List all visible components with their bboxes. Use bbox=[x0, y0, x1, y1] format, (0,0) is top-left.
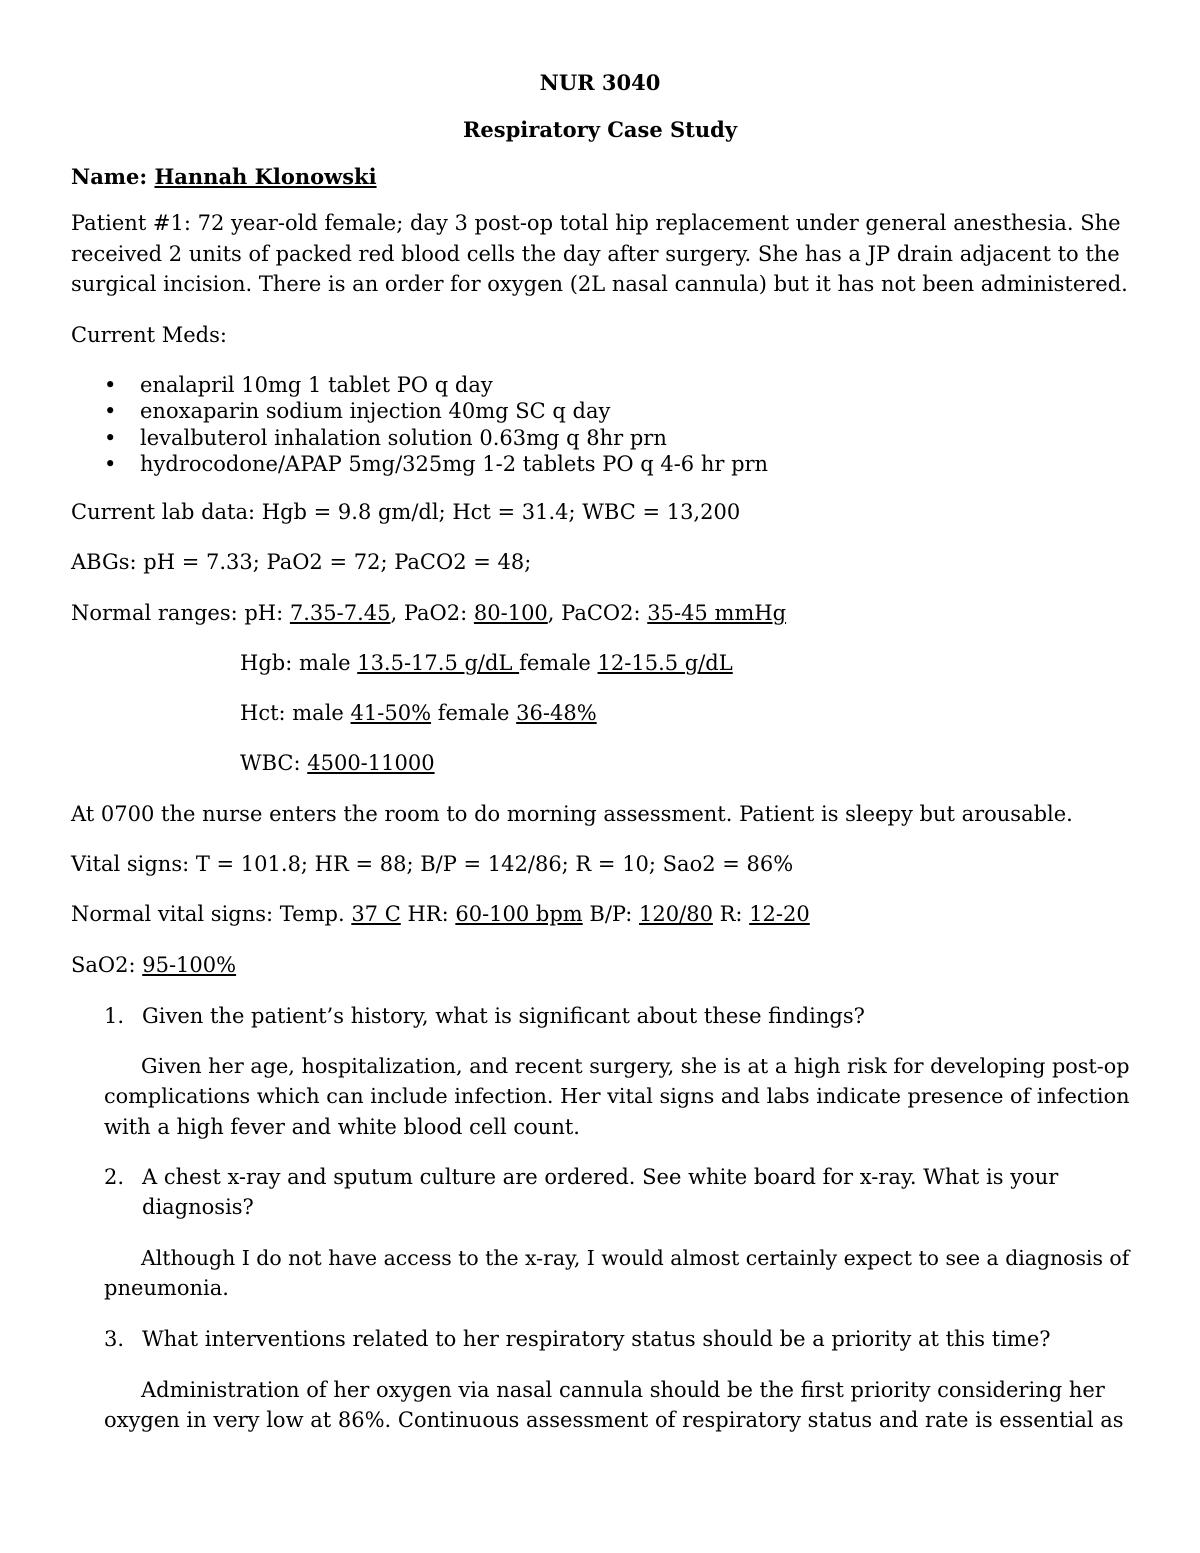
answer-3-line: Administration of her oxygen via nasal cannula should be the first priority considering her bbox=[141, 1378, 1105, 1402]
assessment-line: At 0700 the nurse enters the room to do morning assessment. Patient is sleepy but arousable. bbox=[71, 802, 1073, 826]
current-lab-data: Current lab data: Hgb = 9.8 gm/dl; Hct = 31.4; WBC = 13,200 bbox=[71, 500, 741, 524]
name-value: Hannah Klonowski bbox=[154, 164, 377, 189]
normal-ranges-wbc: WBC: 4500-11000 bbox=[240, 751, 435, 775]
document-title: Respiratory Case Study bbox=[462, 117, 738, 142]
answer-2-line: pneumonia. bbox=[104, 1276, 229, 1300]
patient-line-1: Patient #1: 72 year-old female; day 3 post-op total hip replacement under general anesthesia. She bbox=[71, 211, 1121, 235]
patient-line-3: surgical incision. There is an order for oxygen (2L nasal cannula) but it has not been administered. bbox=[71, 272, 1128, 296]
normal-vital-signs: Normal vital signs: Temp. 37 C HR: 60-100 bpm B/P: 120/80 R: 12-20 bbox=[71, 902, 810, 926]
bullet-icon: • bbox=[104, 426, 117, 450]
patient-line-2: received 2 units of packed red blood cells the day after surgery. She has a JP drain adjacent to the bbox=[71, 242, 1120, 266]
answer-1-line: Given her age, hospitalization, and recent surgery, she is at a high risk for developing post-op bbox=[141, 1054, 1130, 1078]
normal-ranges-hgb: Hgb: male 13.5-17.5 g/dL female 12-15.5 g/dL bbox=[240, 651, 733, 675]
course-code: NUR 3040 bbox=[539, 70, 661, 95]
bullet-icon: • bbox=[104, 373, 117, 397]
abgs-line: ABGs: pH = 7.33; PaO2 = 72; PaCO2 = 48; bbox=[71, 550, 532, 574]
bullet-icon: • bbox=[104, 452, 117, 476]
normal-sao2: SaO2: 95-100% bbox=[71, 953, 237, 977]
normal-ranges-hct: Hct: male 41-50% female 36-48% bbox=[240, 701, 597, 725]
bullet-icon: • bbox=[104, 399, 117, 423]
document-page: NUR 3040 Respiratory Case Study Name: Hannah Klonowski Patient #1: 72 year-old female; day 3 post-op total hip replacement under general anesthesia. She received 2 units of packed red blood cells the day after surgery. She has a JP drain adjacent to the surgical incision. There is an order for oxygen (2L nasal cannula) but it has not been administered. Current Meds: • enalapril 10mg 1 tablet PO q day • enoxaparin sodium injection 40mg SC q day • levalbuterol inhalation solution 0.63mg q 8hr prn • hydrocodone/APAP 5mg/325mg 1-2 tablets PO q 4-6 hr prn Current lab data: Hgb = 9.8 gm/dl; Hct = 31.4; WBC = 13,200 ABGs: pH = 7.33; PaO2 = 72; PaCO2 = 48; Normal ranges: pH: 7.35-7.45, PaO2: 80-100, PaCO2: 35-45 mmHg Hgb: male 13.5-17.5 g/dL female 12-15.5 g/dL Hct: male 41-50% female 36-48% WBC: 4500-11000 At 0700 the nurse enters the room to do morning assessment. Patient is sleepy but arousable. Vital signs: T = 101.8; HR = 88; B/P = 142/86; R = 10; Sao2 = 86% Normal vital signs: Temp. 37 C HR: 60-100 bpm B/P: 120/80 R: 12-20 SaO2: 95-100% 1. Given the patient’s history, what is significant about these findings? Given her age, hospitalization, and recent surgery, she is at a high risk for developing post-op complications which can include infection. Her vital signs and labs indicate presence of infection with a high fever and white blood cell count. 2. A chest x-ray and sputum culture are ordered. See white board for x-ray. What is your diagnosis? Although I do not have access to the x-ray, I would almost certainly expect to see a diagnosis of pneumonia. 3. What interventions related to her respiratory status should be a priority at this time? Administration of her oxygen via nasal cannula should be the first priority considering her oxygen in very low at 86%. Continuous assessment of respiratory status and rate is essential as bbox=[0, 0, 1200, 1553]
meds-label: Current Meds: bbox=[71, 323, 227, 347]
vital-signs: Vital signs: T = 101.8; HR = 88; B/P = 142/86; R = 10; Sao2 = 86% bbox=[71, 852, 794, 876]
answer-1-line: with a high fever and white blood cell count. bbox=[104, 1115, 580, 1139]
answer-1-line: complications which can include infection. Her vital signs and labs indicate presence of infection bbox=[104, 1084, 1130, 1108]
answer-2-line: Although I do not have access to the x-ray, I would almost certainly expect to see a diagnosis of bbox=[141, 1246, 1130, 1270]
normal-ranges-abg: Normal ranges: pH: 7.35-7.45, PaO2: 80-100, PaCO2: 35-45 mmHg bbox=[71, 601, 787, 625]
name-label: Name: bbox=[71, 164, 155, 189]
answer-3-line: oxygen in very low at 86%. Continuous assessment of respiratory status and rate is essential as bbox=[104, 1408, 1124, 1432]
student-name bbox=[71, 162, 377, 192]
